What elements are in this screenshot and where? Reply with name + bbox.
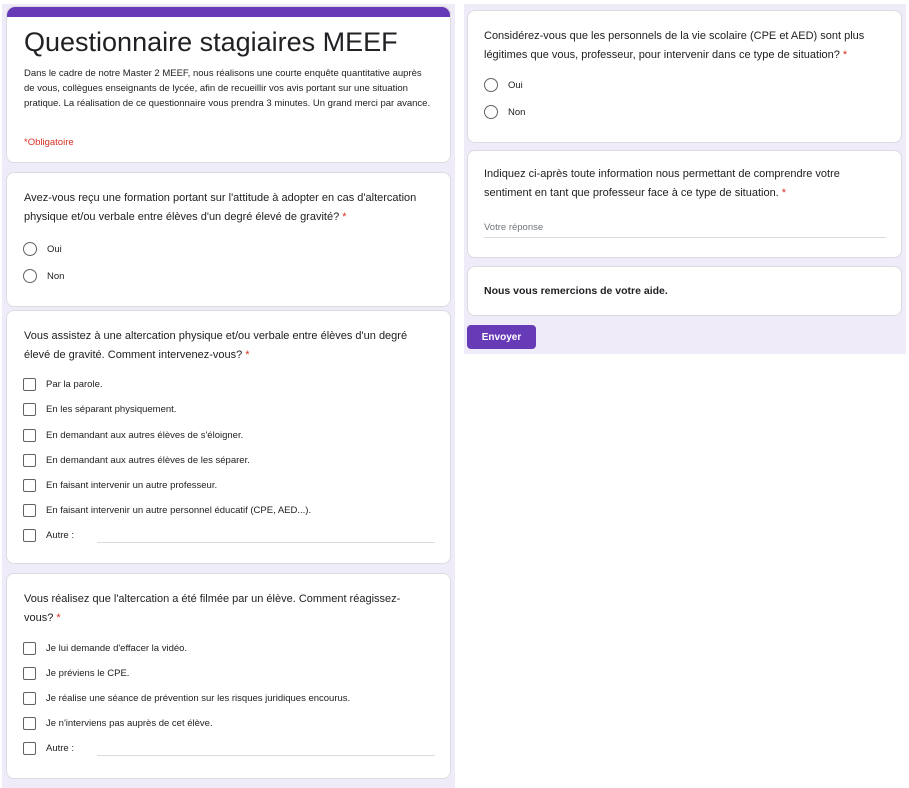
- option-label: Je n'interviens pas auprès de cet élève.: [46, 717, 213, 729]
- checkbox[interactable]: [23, 692, 36, 705]
- required-note: *Obligatoire: [24, 137, 74, 148]
- checkbox-option[interactable]: [23, 401, 176, 417]
- question-card-video: [6, 573, 451, 779]
- radio-option-non[interactable]: [484, 104, 525, 120]
- question-title: [484, 27, 884, 65]
- option-label: Autre :: [46, 529, 74, 541]
- other-text-input[interactable]: [97, 542, 435, 543]
- checkbox-option[interactable]: [23, 477, 217, 493]
- submit-button[interactable]: Envoyer: [467, 325, 536, 349]
- form-title: Questionnaire stagiaires MEEF: [24, 27, 398, 57]
- question-title: [484, 165, 884, 203]
- required-star: *: [781, 187, 787, 199]
- question-text: Vous réalisez que l'altercation a été filmée par un élève. Comment réagissez-vous?: [24, 593, 401, 624]
- checkbox[interactable]: [23, 717, 36, 730]
- required-star: *: [245, 349, 250, 361]
- checkbox[interactable]: [23, 529, 36, 542]
- question-card-feeling: [467, 150, 902, 258]
- checkbox-option[interactable]: [23, 715, 213, 731]
- checkbox-option[interactable]: [23, 427, 243, 443]
- checkbox[interactable]: [23, 429, 36, 442]
- required-star: *: [342, 211, 347, 223]
- checkbox[interactable]: [23, 403, 36, 416]
- question-text: Indiquez ci-après toute information nous permettant de comprendre votre sentiment en tant que professeur face à ce type de situation.: [484, 168, 840, 199]
- checkbox[interactable]: [23, 642, 36, 655]
- thanks-card: [467, 266, 902, 316]
- checkbox-option[interactable]: [23, 452, 250, 468]
- required-star: *: [842, 49, 848, 61]
- option-label: Je préviens le CPE.: [46, 667, 130, 679]
- short-answer-placeholder[interactable]: Votre réponse: [484, 222, 544, 233]
- radio-option-oui[interactable]: [484, 77, 523, 93]
- option-label: En faisant intervenir un autre personnel éducatif (CPE, AED...).: [46, 504, 312, 516]
- checkbox-option[interactable]: [23, 690, 350, 706]
- checkbox[interactable]: [23, 742, 36, 755]
- checkbox[interactable]: [23, 454, 36, 467]
- checkbox[interactable]: [23, 378, 36, 391]
- question-text: Avez-vous reçu une formation portant sur l'attitude à adopter en cas d'altercation physique et/ou verbale entre élèves d'un degré élevé de gravité?: [24, 192, 417, 223]
- required-star: *: [56, 612, 61, 624]
- question-card-legitimacy: [467, 10, 902, 143]
- checkbox-option[interactable]: [23, 665, 129, 681]
- checkbox-option[interactable]: [23, 640, 187, 656]
- option-label: En faisant intervenir un autre professeur.: [46, 479, 218, 491]
- option-label: Par la parole.: [46, 378, 103, 390]
- question-text: Considérez-vous que les personnels de la vie scolaire (CPE et AED) sont plus légitimes que vous, professeur, pour intervenir dans ce type de situation?: [484, 30, 865, 61]
- form-description: Dans le cadre de notre Master 2 MEEF, nous réalisons une courte enquête quantitative auprès de vous, collègues enseignants de lycée, afin de recueillir vos avis portant sur une situation pratique. La réalisation de ce questionnaire vous prendra 3 minutes. Un grand merci par avance.: [24, 68, 431, 109]
- radio-option-oui[interactable]: [23, 241, 62, 257]
- option-label: En les séparant physiquement.: [46, 403, 177, 415]
- radio-option-non[interactable]: [23, 268, 64, 284]
- option-label: Non: [508, 106, 526, 118]
- option-label: En demandant aux autres élèves de les séparer.: [46, 454, 250, 466]
- checkbox-option[interactable]: [23, 502, 311, 518]
- checkbox-option[interactable]: [23, 376, 103, 392]
- option-label: Oui: [508, 79, 523, 91]
- option-label: Oui: [47, 243, 62, 255]
- radio-button[interactable]: [484, 105, 498, 119]
- question-card-training: [6, 172, 451, 307]
- other-text-input[interactable]: [97, 755, 435, 756]
- option-label: Je réalise une séance de prévention sur les risques juridiques encourus.: [46, 692, 351, 704]
- checkbox[interactable]: [23, 504, 36, 517]
- form-header-card: [6, 6, 451, 163]
- option-label: Je lui demande d'effacer la vidéo.: [46, 642, 188, 654]
- option-label: Non: [47, 270, 65, 282]
- radio-button[interactable]: [484, 78, 498, 92]
- checkbox[interactable]: [23, 479, 36, 492]
- question-text: Vous assistez à une altercation physique et/ou verbale entre élèves d'un degré élevé de gravité. Comment intervenez-vous?: [24, 330, 408, 361]
- checkbox-option-other[interactable]: [23, 527, 74, 543]
- checkbox-option-other[interactable]: [23, 740, 74, 756]
- question-title: [24, 189, 434, 227]
- option-label: Autre :: [46, 742, 74, 754]
- option-label: En demandant aux autres élèves de s'éloigner.: [46, 429, 244, 441]
- header-accent-bar: [7, 7, 450, 17]
- radio-button[interactable]: [23, 242, 37, 256]
- question-card-intervention: [6, 310, 451, 564]
- short-answer-input[interactable]: [484, 237, 886, 238]
- question-title: [24, 327, 429, 365]
- checkbox[interactable]: [23, 667, 36, 680]
- question-title: [24, 590, 429, 628]
- thanks-text: Nous vous remercions de votre aide.: [484, 285, 668, 297]
- radio-button[interactable]: [23, 269, 37, 283]
